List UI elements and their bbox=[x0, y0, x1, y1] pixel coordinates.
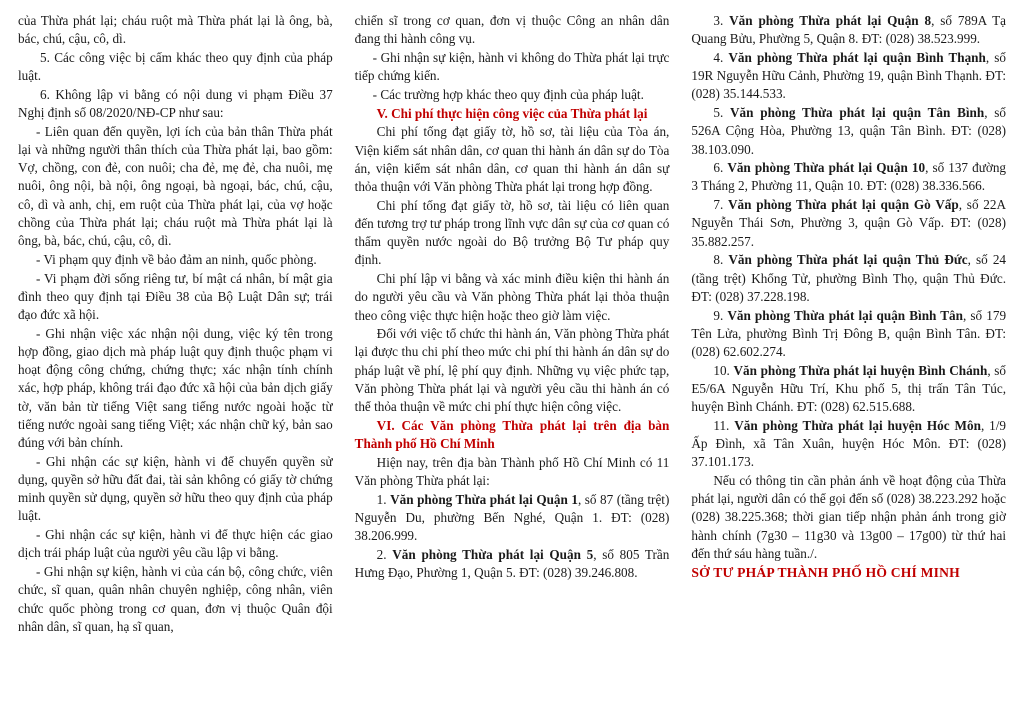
office-item-name: Văn phòng Thừa phát lại quận Gò Vấp bbox=[728, 197, 959, 213]
office-list-item bbox=[691, 417, 1006, 472]
office-item-number: 10. bbox=[713, 362, 734, 378]
office-item-name: Văn phòng Thừa phát lại huyện Hóc Môn bbox=[734, 417, 981, 433]
section-heading: V. Chi phí thực hiện công việc của Thừa phát lại bbox=[376, 105, 648, 121]
column-middle bbox=[355, 12, 670, 714]
column-right bbox=[691, 12, 1006, 714]
office-item-name: Văn phòng Thừa phát lại Quận 10 bbox=[727, 160, 926, 176]
office-item-address: , 1/9 Ấp Đình, xã Tân Xuân, huyện Hóc Môn. ĐT: (028) 37.101.173. bbox=[691, 417, 1007, 470]
office-item-address: , số 179 Tên Lửa, phường Bình Trị Đông B, quận Bình Tân. ĐT: (028) 62.602.274. bbox=[691, 307, 1007, 359]
body-paragraph: - Các trường hợp khác theo quy định của pháp luật. bbox=[372, 86, 644, 102]
body-paragraph: - Ghi nhận sự kiện, hành vi của cán bộ, công chức, viên chức, sĩ quan, quân nhân chuyên nghiệp, công nhân, viên chức quốc phòng trong cơ quan, đơn vị thuộc Quân đội nhân dân, sĩ quan, hạ sĩ quan, bbox=[18, 564, 333, 634]
office-item-name: Văn phòng Thừa phát lại Quận 5 bbox=[392, 546, 594, 562]
office-list-item bbox=[691, 104, 1006, 159]
office-item-number: 6. bbox=[713, 160, 728, 176]
office-item-number: 5. bbox=[713, 105, 731, 121]
office-item-address: , số E5/6A Nguyễn Hữu Trí, Khu phố 5, thị trấn Tân Túc, huyện Bình Chánh. ĐT: (028) 62.515.688. bbox=[691, 362, 1007, 415]
three-column-layout bbox=[18, 12, 1006, 714]
office-item-name: Văn phòng Thừa phát lại quận Bình Thạnh bbox=[728, 49, 986, 65]
office-item-name: Văn phòng Thừa phát lại Quận 8 bbox=[729, 13, 932, 28]
body-paragraph: của Thừa phát lại; cháu ruột mà Thừa phát lại là ông, bà, bác, chú, cậu, cô, dì. bbox=[18, 13, 333, 47]
body-paragraph: - Ghi nhận các sự kiện, hành vi để thực hiện các giao dịch trái pháp luật của người yêu cầu lập vi bằng. bbox=[18, 527, 333, 561]
office-item-address: , số 22A Nguyễn Thái Sơn, Phường 3, quận Gò Vấp. ĐT: (028) 35.882.257. bbox=[691, 197, 1007, 249]
office-list-item bbox=[691, 12, 1006, 48]
office-item-number: 1. bbox=[376, 491, 391, 507]
body-paragraph: 5. Các công việc bị cấm khác theo quy định của pháp luật. bbox=[18, 49, 333, 84]
office-item-name: Văn phòng Thừa phát lại quận Bình Tân bbox=[727, 307, 963, 323]
office-item-number: 2. bbox=[376, 546, 393, 562]
office-item-name: Văn phòng Thừa phát lại quận Thủ Đức bbox=[728, 252, 968, 268]
office-item-address: , số 87 (tầng trệt) Nguyễn Du, phường Bến Nghé, Quận 1. ĐT: (028) 38.206.999. bbox=[354, 491, 670, 544]
office-list-item bbox=[691, 251, 1006, 306]
office-item-address: , số 137 đường 3 Tháng 2, Phường 11, Quận 10. ĐT: (028) 38.336.566. bbox=[691, 160, 1007, 194]
office-item-address: , số 789A Tạ Quang Bửu, Phường 5, Quận 8. ĐT: (028) 38.523.999. bbox=[691, 13, 1007, 47]
body-paragraph: - Liên quan đến quyền, lợi ích của bản thân Thừa phát lại và những người thân thích của Thừa phát lại, bao gồm: Vợ, chồng, con đẻ, con nuôi; cha đẻ, mẹ đẻ, cha nuôi, mẹ nuôi, ông nội, bà nội, ông ngoại, bà ngoại, bác, chú, cậu, cô, dì và anh, chị, em ruột của Thừa phát lại, của vợ hoặc chồng của Thừa phát lại; cháu ruột mà Thừa phát lại là ông, bà, bác, chú, cậu, cô, dì. bbox=[18, 123, 333, 249]
office-item-number: 3. bbox=[713, 13, 730, 28]
office-list-item bbox=[691, 49, 1006, 104]
body-paragraph: - Ghi nhận sự kiện, hành vi không do Thừa phát lại trực tiếp chứng kiến. bbox=[354, 49, 670, 84]
body-paragraph: Chi phí tống đạt giấy tờ, hồ sơ, tài liệu có liên quan đến tương trợ tư pháp trong lĩnh vực dân sự của cơ quan có thẩm quyền nước ngoài do Bộ trưởng Bộ Tư pháp quy định. bbox=[354, 197, 670, 268]
body-paragraph: chiến sĩ trong cơ quan, đơn vị thuộc Công an nhân dân đang thi hành công vụ. bbox=[354, 13, 670, 47]
column-left bbox=[18, 12, 333, 714]
office-item-name: Văn phòng Thừa phát lại huyện Bình Chánh bbox=[733, 362, 988, 378]
office-list-item bbox=[355, 546, 670, 582]
body-paragraph: Đối với việc tổ chức thi hành án, Văn phòng Thừa phát lại được thu chi phí theo mức chi phí thi hành án dân sự do pháp luật về phí, lệ phí quy định. Những vụ việc phức tạp, Văn phòng Thừa phát lại và người yêu cầu thi hành án có thể thỏa thuận về mức chi phí thực hiện công việc. bbox=[354, 326, 670, 415]
office-item-number: 11. bbox=[713, 417, 735, 433]
body-paragraph: - Vi phạm quy định về bảo đảm an ninh, quốc phòng. bbox=[36, 251, 317, 267]
office-item-number: 7. bbox=[713, 197, 729, 213]
office-item-number: 9. bbox=[713, 307, 728, 323]
document-footer-signature: SỞ TƯ PHÁP THÀNH PHỐ HỒ CHÍ MINH bbox=[691, 564, 960, 580]
office-list-item bbox=[691, 159, 1006, 195]
body-paragraph: Chi phí tống đạt giấy tờ, hồ sơ, tài liệu của Tòa án, Viện kiểm sát nhân dân, cơ quan thi hành án dân sự do Tòa án, viện kiểm sát nhân dân, cơ quan thi hành án dân sự thỏa thuận với Văn phòng Thừa phát lại trong hợp đồng. bbox=[354, 124, 670, 194]
body-paragraph: - Vi phạm đời sống riêng tư, bí mật cá nhân, bí mật gia đình theo quy định tại Điều 38 của Bộ Luật Dân sự; trái đạo đức xã hội. bbox=[18, 270, 333, 322]
office-item-name: Văn phòng Thừa phát lại quận Tân Bình bbox=[730, 105, 985, 121]
office-item-address: , số 805 Trần Hưng Đạo, Phường 1, Quận 5. ĐT: (028) 39.246.808. bbox=[354, 546, 670, 581]
office-item-address: , số 24 (tầng trệt) Khổng Tử, phường Bình Thọ, quận Thủ Đức. ĐT: (028) 37.228.198. bbox=[691, 252, 1007, 304]
office-item-address: , số 526A Cộng Hòa, Phường 13, quận Tân Bình. ĐT: (028) 38.103.090. bbox=[691, 105, 1007, 157]
section-heading: VI. Các Văn phòng Thừa phát lại trên địa bàn Thành phố Hồ Chí Minh bbox=[354, 417, 670, 452]
body-paragraph: Chi phí lập vi bằng và xác minh điều kiện thi hành án do người yêu cầu và Văn phòng Thừa phát lại thỏa thuận theo công việc thực hiện hoặc theo giờ làm việc. bbox=[354, 271, 670, 323]
office-item-address: , số 19R Nguyễn Hữu Cảnh, Phường 19, quận Bình Thạnh. ĐT: (028) 35.144.533. bbox=[691, 49, 1007, 102]
body-paragraph: Nếu có thông tin cần phản ánh về hoạt động của Thừa phát lại, người dân có thể gọi đến số (028) 38.223.292 hoặc (028) 38.225.368; thời gian tiếp nhận phản ánh trong giờ hành chính (7g30 – 11g30 và 13g00 – 17g00) từ thứ hai đến thứ sáu hàng tuần./. bbox=[691, 472, 1007, 561]
office-item-number: 8. bbox=[713, 252, 729, 268]
office-list-item bbox=[691, 362, 1006, 417]
office-list-item bbox=[691, 196, 1006, 251]
office-list-item bbox=[691, 307, 1006, 362]
body-paragraph: Hiện nay, trên địa bàn Thành phố Hồ Chí Minh có 11 Văn phòng Thừa phát lại: bbox=[354, 454, 670, 488]
office-item-number: 4. bbox=[713, 49, 729, 65]
body-paragraph: - Ghi nhận các sự kiện, hành vi để chuyển quyền sử dụng, quyền sở hữu đất đai, tài sản không có giấy tờ chứng minh quyền sử dụng, quyền sở hữu theo quy định của pháp luật. bbox=[18, 453, 333, 524]
body-paragraph: - Ghi nhận việc xác nhận nội dung, việc ký tên trong hợp đồng, giao dịch mà pháp luật quy định thuộc phạm vi hoạt động công chứng, chứng thực; xác nhận tính chính xác, hợp pháp, không trái đạo đức xã hội của bản dịch giấy tờ, văn bản từ tiếng Việt sang tiếng nước ngoài hoặc từ tiếng nước ngoài sang tiếng Việt; xác nhận chữ ký, bản sao đúng với bản chính. bbox=[18, 325, 333, 451]
office-item-name: Văn phòng Thừa phát lại Quận 1 bbox=[390, 491, 578, 507]
body-paragraph: 6. Không lập vi bằng có nội dung vi phạm Điều 37 Nghị định số 08/2020/NĐ-CP như sau: bbox=[18, 86, 333, 121]
office-list-item bbox=[355, 491, 670, 546]
